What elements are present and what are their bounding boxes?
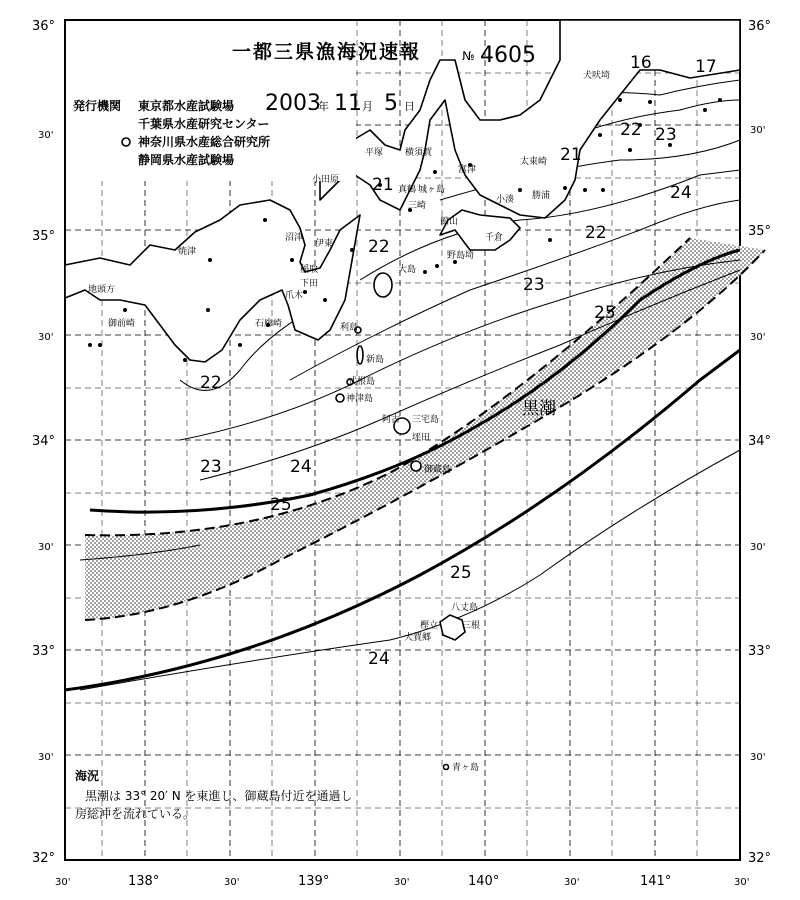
lat-label: 32°: [32, 851, 56, 866]
date-day-unit: 日: [404, 100, 415, 113]
place-name: 伊東: [315, 239, 334, 249]
lat-label: 30': [38, 542, 54, 553]
report-date: [265, 91, 415, 116]
place-name: 青ヶ島: [452, 763, 480, 773]
place-name: 太東崎: [520, 157, 548, 167]
place-name: 八丈島: [451, 603, 479, 613]
place-name: 小田原: [312, 175, 340, 185]
place-name: 横須賀: [405, 148, 433, 158]
place-name: 野島埼: [447, 251, 475, 261]
notes-heading: 海況: [75, 769, 100, 783]
report-title: 一都三県漁海況速報: [232, 41, 422, 63]
publisher-item: 神奈川県水産総合研究所: [138, 135, 271, 149]
lat-label: 33°: [32, 644, 56, 659]
lon-label: 30': [564, 877, 580, 888]
place-name: 新島: [366, 355, 385, 365]
isotherm-label: 24: [290, 457, 312, 477]
lon-label: 139°: [298, 874, 330, 889]
isotherm-label: 22: [368, 237, 390, 257]
place-name: 式根島: [348, 377, 376, 387]
lat-label: 34°: [32, 434, 56, 449]
oshima-island: [374, 273, 392, 297]
kozushima-island: [336, 394, 344, 402]
lat-label: 36°: [748, 19, 772, 34]
place-name: 下田: [300, 279, 319, 289]
isotherm-25-south: [65, 350, 740, 690]
place-name: 三宅島: [412, 415, 440, 425]
place-name: 真鶴: [398, 185, 417, 195]
place-name: 利島: [340, 323, 359, 333]
isotherm-label: 25: [594, 303, 616, 323]
lon-label: 30': [224, 877, 240, 888]
isotherm-label: 16: [630, 53, 652, 73]
place-name: 焼津: [178, 247, 197, 257]
place-name: 稲取: [300, 265, 319, 275]
lat-label: 30': [38, 332, 54, 343]
issue-prefix: №: [462, 49, 475, 63]
isotherm-label: 25: [270, 495, 292, 515]
sea-condition-notes: [75, 768, 353, 821]
lon-label: 138°: [128, 874, 160, 889]
place-name: 爪木: [285, 291, 304, 301]
mikurajima-island: [411, 461, 421, 471]
isotherm-label: 22: [200, 373, 222, 393]
place-name: 勝浦: [532, 191, 551, 201]
publisher-item: 東京都水産試験場: [138, 99, 235, 113]
date-year-unit: 年: [318, 100, 329, 113]
lat-label: 30': [38, 752, 54, 763]
notes-line: 黒潮は 33° 20′ N を東進し、御蔵島付近を通過し: [85, 789, 353, 803]
lat-label: 33°: [748, 644, 772, 659]
place-name: 三崎: [408, 201, 427, 211]
place-name: 御蔵島: [424, 465, 452, 475]
date-day: 5: [384, 91, 398, 116]
lat-label: 35°: [748, 224, 772, 239]
aogashima-island: [444, 765, 449, 770]
lat-label: 30': [750, 125, 766, 136]
lon-label: 30': [734, 877, 750, 888]
lat-label: 30': [750, 542, 766, 553]
lat-label: 32°: [748, 851, 772, 866]
niijima-island: [357, 346, 363, 364]
isotherm-label: 24: [670, 183, 692, 203]
place-name: 沼津: [285, 233, 304, 243]
isotherm-label: 23: [200, 457, 222, 477]
place-name: 石廊崎: [255, 319, 283, 329]
place-name: 富津: [458, 165, 477, 175]
longitude-labels: [55, 874, 749, 889]
place-name: 小湊: [496, 195, 515, 205]
kuroshio-label: 黒潮: [522, 399, 556, 419]
isotherm-label: 17: [695, 57, 717, 77]
isotherm-label: 21: [560, 145, 582, 165]
lon-label: 140°: [468, 874, 500, 889]
lat-label: 30': [750, 752, 766, 763]
publisher-heading: 発行機関: [73, 99, 122, 113]
isotherm-label: 22: [585, 223, 607, 243]
lat-label: 34°: [748, 434, 772, 449]
place-name: 大島: [398, 265, 417, 275]
place-name: 坪田: [412, 433, 431, 443]
place-name: 三根: [462, 621, 481, 631]
place-name: 犬吠埼: [583, 71, 611, 81]
issue-number: 4605: [480, 43, 536, 68]
place-name: 館山: [440, 217, 459, 227]
isotherm-label: 22: [620, 120, 642, 140]
place-name: 神津島: [346, 394, 374, 404]
date-year: 2003: [265, 91, 321, 116]
isotherm-label: 23: [523, 275, 545, 295]
isotherm-label: 21: [372, 175, 394, 195]
lat-label: 30': [750, 332, 766, 343]
place-name: 地頭方: [88, 285, 116, 295]
place-name: 阿古: [382, 415, 401, 425]
isotherm-label: 25: [450, 563, 472, 583]
isotherm-label: 24: [368, 649, 390, 669]
isotherm-label: 23: [655, 125, 677, 145]
date-month-unit: 月: [362, 100, 373, 113]
lat-label: 36°: [32, 19, 56, 34]
lon-label: 30': [55, 877, 71, 888]
notes-line: 房総沖を流れている。: [75, 807, 196, 821]
place-name: 千倉: [485, 233, 504, 243]
lat-label: 35°: [32, 229, 56, 244]
place-name: 樫立: [420, 621, 439, 631]
lon-label: 141°: [640, 874, 672, 889]
publisher-item: 千葉県水産研究センター: [138, 117, 270, 131]
date-month: 11: [334, 91, 362, 116]
lat-label: 30': [38, 130, 54, 141]
boso-peninsula: [440, 210, 520, 250]
lon-label: 30': [394, 877, 410, 888]
place-name: 大賀郷: [404, 633, 432, 643]
place-name: 城ヶ島: [418, 185, 446, 195]
place-name: 御前崎: [108, 319, 136, 329]
place-name: 平塚: [365, 148, 384, 158]
publisher-item: 静岡県水産試験場: [138, 153, 235, 167]
